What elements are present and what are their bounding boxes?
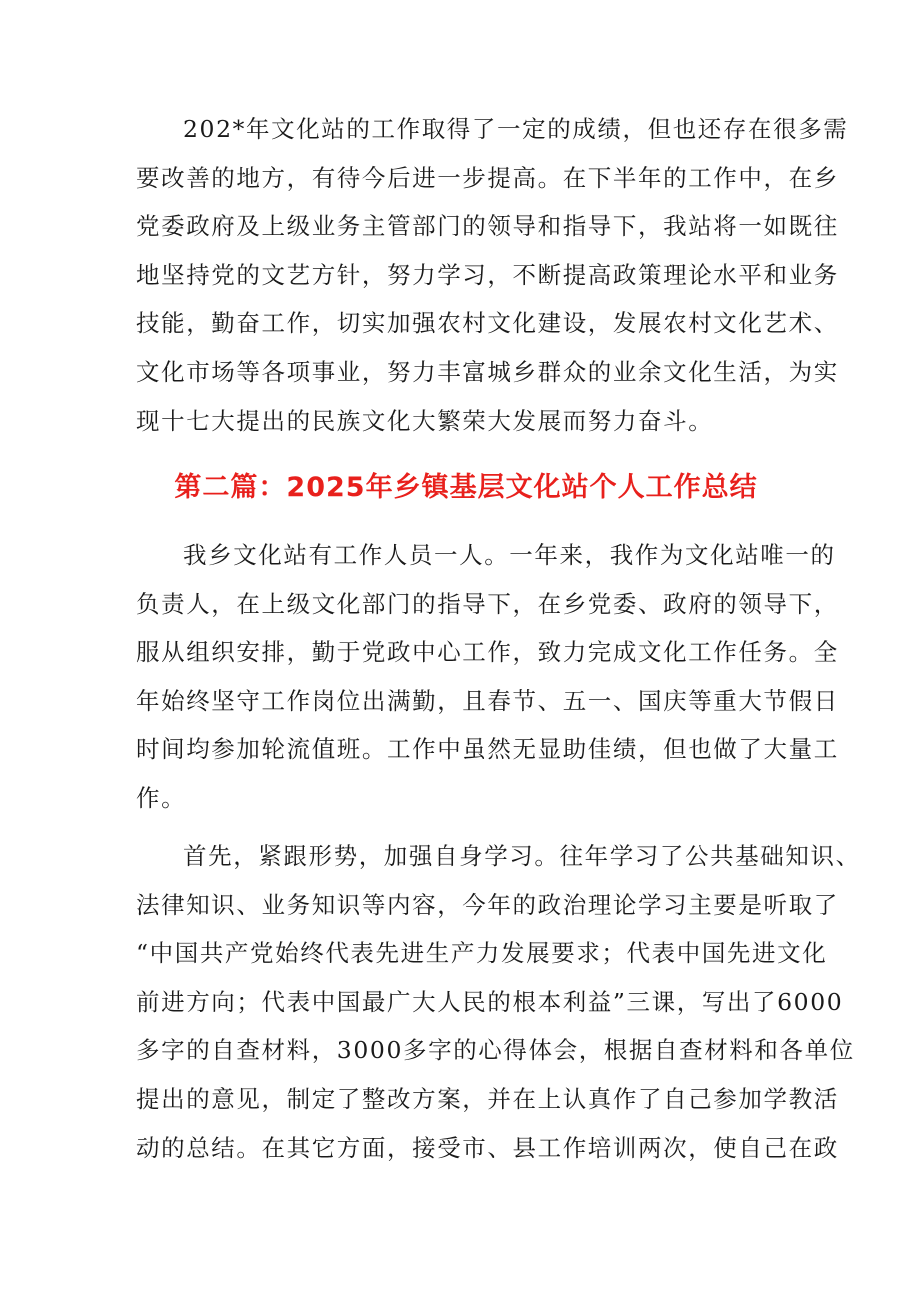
section-title: 第二篇：2025年乡镇基层文化站个人工作总结 — [174, 472, 758, 503]
paragraph-line: 技能，勤奋工作，切实加强农村文化建设，发展农村文化艺术、 — [136, 309, 839, 338]
paragraph-line: 提出的意见，制定了整改方案，并在上认真作了自己参加学教活 — [136, 1084, 839, 1113]
paragraph-line: 服从组织安排，勤于党政中心工作，致力完成文化工作任务。全 — [136, 638, 839, 667]
paragraph-line: 党委政府及上级业务主管部门的领导和指导下，我站将一如既往 — [136, 212, 839, 241]
paragraph-line: 地坚持党的文艺方针，努力学习，不断提高政策理论水平和业务 — [136, 260, 839, 289]
paragraph-line: “中国共产党始终代表先进生产力发展要求；代表中国先进文化 — [136, 939, 828, 968]
paragraph-line: 202*年文化站的工作取得了一定的成绩，但也还存在很多需 — [183, 115, 849, 143]
paragraph-line: 首先，紧跟形势，加强自身学习。往年学习了公共基础知识、 — [183, 842, 861, 870]
paragraph-3 — [136, 832, 861, 1172]
paragraph-line: 前进方向；代表中国最广大人民的根本利益”三课，写出了6000 — [136, 987, 844, 1016]
paragraph-line: 作。 — [136, 783, 187, 812]
paragraph-line: 负责人，在上级文化部门的指导下，在乡党委、政府的领导下， — [136, 589, 839, 618]
paragraph-line: 法律知识、业务知识等内容，今年的政治理论学习主要是听取了 — [136, 890, 839, 919]
paragraph-line: 我乡文化站有工作人员一人。一年来，我作为文化站唯一的 — [183, 541, 836, 569]
paragraph-line: 文化市场等各项事业，努力丰富城乡群众的业余文化生活，为实 — [136, 357, 839, 386]
paragraph-line: 动的总结。在其它方面，接受市、县工作培训两次，使自己在政 — [136, 1133, 839, 1162]
paragraph-line: 要改善的地方，有待今后进一步提高。在下半年的工作中，在乡 — [136, 163, 839, 192]
paragraph-line: 多字的自查材料，3000多字的心得体会，根据自查材料和各单位 — [136, 1036, 855, 1065]
paragraph-line: 现十七大提出的民族文化大繁荣大发展而努力奋斗。 — [136, 406, 714, 435]
paragraph-line: 时间均参加轮流值班。工作中虽然无显助佳绩，但也做了大量工 — [136, 735, 839, 764]
paragraph-1 — [136, 105, 849, 445]
paragraph-line: 年始终坚守工作岗位出满勤，且春节、五一、国庆等重大节假日 — [136, 686, 839, 715]
paragraph-2 — [136, 531, 839, 823]
